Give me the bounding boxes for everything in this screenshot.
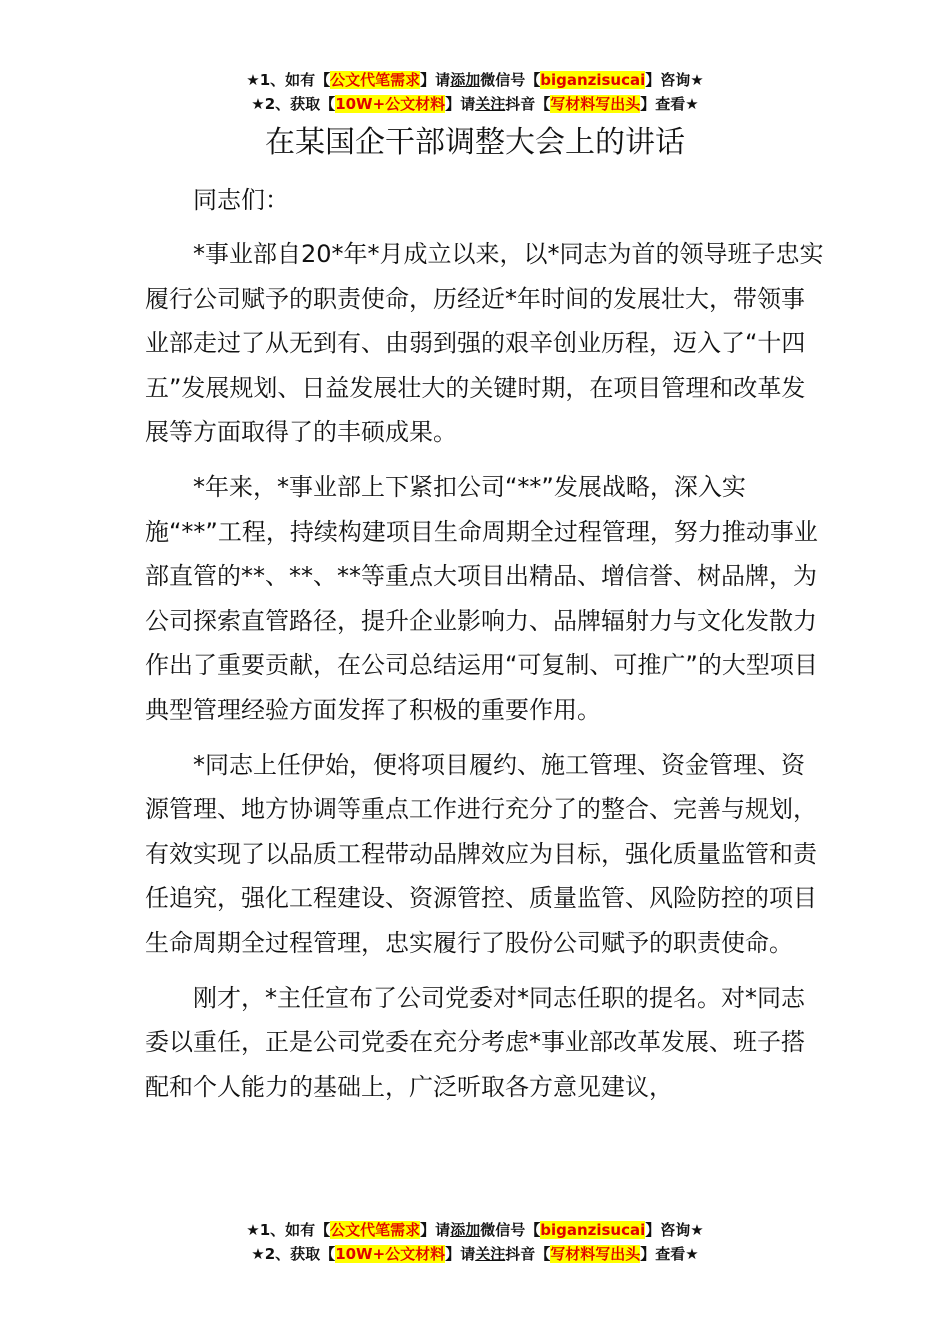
banner-text: 】请	[445, 95, 476, 113]
document-body	[145, 232, 825, 1109]
banner-text: 抖音【	[505, 95, 551, 113]
banner-text: 】咨询★	[645, 71, 704, 89]
banner-underline: 添加	[450, 1221, 481, 1239]
header-banner	[0, 68, 950, 116]
banner-text: ★1、如有【	[246, 71, 331, 89]
banner-line-2	[0, 92, 950, 116]
banner-text: 】查看★	[640, 1245, 699, 1263]
footer-line-1	[0, 1218, 950, 1242]
banner-underline: 关注	[475, 1245, 506, 1263]
greeting: 同志们：	[193, 186, 289, 214]
banner-text: ★1、如有【	[246, 1221, 331, 1239]
banner-text: 微信号【	[480, 1221, 541, 1239]
banner-highlight: 公文代笔需求	[330, 71, 421, 89]
banner-text: ★2、获取【	[251, 1245, 336, 1263]
paragraph-2: *年来，*事业部上下紧扣公司“**”发展战略，深入实施“**”工程，持续构建项目生命周期全过程管理，努力推动事业部直管的**、**、**等重点大项目出精品、增信誉、树品牌，为公司探索直管路径，提升企业影响力、品牌辐射力与文化发散力作出了重要贡献，在公司总结运用“可复制、可推广”的大型项目典型管理经验方面发挥了积极的重要作用。	[145, 472, 818, 724]
paragraph-3: *同志上任伊始，便将项目履约、施工管理、资金管理、资源管理、地方协调等重点工作进行充分了的整合、完善与规划，有效实现了以品质工程带动品牌效应为目标，强化质量监管和责任追究，强化工程建设、资源管控、质量监管、风险防控的项目生命周期全过程管理，忠实履行了股份公司赋予的职责使命。	[145, 750, 817, 957]
document-title: 在某国企干部调整大会上的讲话	[265, 125, 685, 160]
banner-line-1	[0, 68, 950, 92]
paragraph-4: 刚才，*主任宣布了公司党委对*同志任职的提名。对*同志委以重任，正是公司党委在充分考虑*事业部改革发展、班子搭配和个人能力的基础上，广泛听取各方意见建议，	[145, 983, 805, 1101]
banner-text: 抖音【	[505, 1245, 551, 1263]
banner-highlight: 10W+公文材料	[335, 95, 446, 113]
banner-text: ★2、获取【	[251, 95, 336, 113]
footer-line-2	[0, 1242, 950, 1266]
banner-text: 】咨询★	[645, 1221, 704, 1239]
banner-text: 】请	[420, 71, 451, 89]
banner-underline: 添加	[450, 71, 481, 89]
banner-text: 】查看★	[640, 95, 699, 113]
banner-text: 微信号【	[480, 71, 541, 89]
banner-highlight: biganzisucai	[540, 71, 646, 89]
banner-highlight: 写材料写出头	[550, 1245, 641, 1263]
banner-highlight: 写材料写出头	[550, 95, 641, 113]
paragraph-1: *事业部自20*年*月成立以来，以*同志为首的领导班子忠实履行公司赋予的职责使命，历经近*年时间的发展壮大，带领事业部走过了从无到有、由弱到强的艰辛创业历程，迈入了“十四五”发展规划、日益发展壮大的关键时期，在项目管理和改革发展等方面取得了的丰硕成果。	[145, 240, 824, 447]
banner-highlight: biganzisucai	[540, 1221, 646, 1239]
banner-highlight: 10W+公文材料	[335, 1245, 446, 1263]
banner-underline: 关注	[475, 95, 506, 113]
banner-text: 】请	[420, 1221, 451, 1239]
banner-highlight: 公文代笔需求	[330, 1221, 421, 1239]
footer-banner	[0, 1218, 950, 1266]
banner-text: 】请	[445, 1245, 476, 1263]
